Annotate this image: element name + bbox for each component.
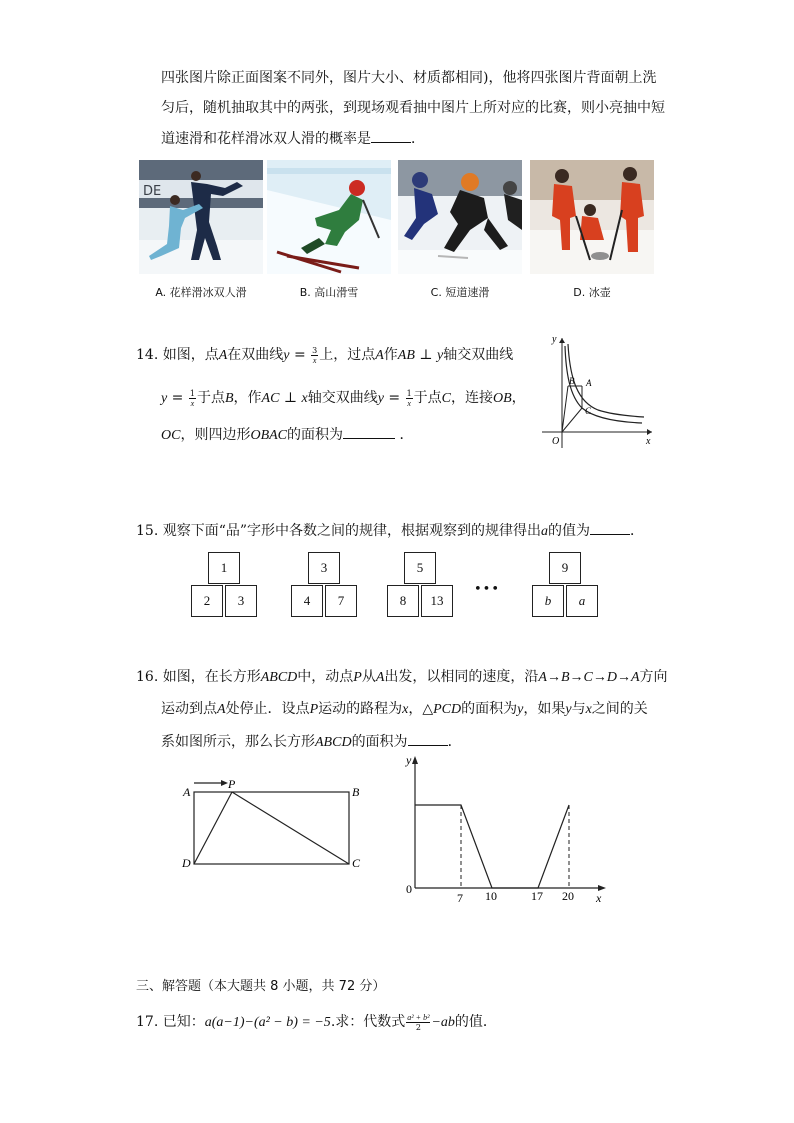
answer-blank [343,424,395,439]
q16-line3: 系如图所示，那么长方形ABCD的面积为 ． [161,731,462,753]
fraction-3-over-x: $\frac{3}{x}$ [312,345,318,365]
q14-line2: y = $\frac{1}{x}$ 于点B，作AC ⊥ x轴交双曲线y = $\frac{1}{x}$ 于点C，连接OB， [161,388,526,408]
q17-line1: 17. 已知：a(a−1)−(a² − b) = −5.求：代数式 $\frac{\text{a² + b²}}{2}$ −ab的值． [136,1012,497,1032]
vertex-d-label: D [182,856,191,870]
answer-blank [371,128,411,143]
axis-label-y: y [552,334,557,345]
photo-figure-skating [139,160,263,274]
q16-line2: 运动到点A处停止．设点P运动的路程为x，△PCD的面积为y，如果y与x之间的关 [161,701,648,717]
vertex-a-label: A [183,785,191,799]
photo-short-track [398,160,522,274]
answer-blank [590,520,630,535]
fraction-1-over-x: $\frac{1}{x}$ [406,388,412,408]
pin-top-cell: 9 [549,552,581,584]
axis-label-x: x [646,436,651,447]
segment-pc [232,792,349,864]
pin-right-cell: 7 [325,585,357,617]
q14-line3: OC，则四边形OBAC的面积为 ． [161,424,413,446]
q14-line1: 14. 如图，点A在双曲线y = $\frac{3}{x}$ 上，过点A作AB ⊥ y轴交双曲线 [136,345,514,365]
x-axis-arrow-icon [647,429,652,435]
arrow-head-icon [221,780,228,786]
section-heading: 三、解答题（本大题共 8 小题，共 72 分） [136,979,386,994]
pin-right-cell: 13 [421,585,453,617]
tick-label-17: 17 [531,889,543,903]
q15-line1: 15. 观察下面“品”字形中各数之间的规律，根据观察到的规律得出a的值为 ． [136,520,644,542]
pin-left-cell: 2 [191,585,223,617]
curve-y-3-over-x [568,344,644,417]
hyperbola-figure [538,330,658,454]
tick-label-7: 7 [457,891,463,905]
segment-pd [194,792,232,864]
pin-left-cell: 4 [291,585,323,617]
ellipsis: ••• [474,582,501,597]
pin-top-cell: 3 [308,552,340,584]
tick-label-10: 10 [485,889,497,903]
photo-alpine-skiing [267,160,391,274]
origin-label: O [552,436,560,447]
q13-line3: 道速滑和花样滑冰双人滑的概率是 ． [161,128,425,149]
svg-text:DE: DE [143,184,162,199]
pin-top-cell: 1 [208,552,240,584]
area-graph [396,750,616,910]
q13-line1: 四张图片除正面图案不同外，图片大小、材质都相同)，他将四张图片背面朝上洗 [161,70,657,86]
caption-d: D. 冰壶 [573,286,611,299]
caption-c: C. 短道速滑 [430,286,490,299]
point-p-label: P [228,777,236,791]
axis-label-x: x [596,891,602,905]
rectangle-figure [178,774,368,874]
vertex-b-label: B [352,785,360,799]
graph-line [415,805,569,888]
pin-top-cell: 5 [404,552,436,584]
caption-a: A. 花样滑冰双人滑 [155,286,247,299]
point-b-label: B [569,376,575,386]
pin-right-cell: a [566,585,598,617]
origin-label: 0 [406,882,412,896]
fraction-a2-plus-b2-over-2: $\frac{\text{a² + b²}}{2}$ [407,1012,430,1032]
vertex-c-label: C [352,856,361,870]
caption-b: B. 高山滑雪 [299,286,359,299]
y-axis-arrow-icon [559,338,565,343]
point-c-label: C [585,406,592,416]
photo-curling [530,160,654,274]
fraction-1-over-x: $\frac{1}{x}$ [189,388,195,408]
rectangle-abcd [194,792,349,864]
answer-blank [408,731,448,746]
pin-left-cell: 8 [387,585,419,617]
tick-label-20: 20 [562,889,574,903]
y-axis-arrow-icon [412,756,418,764]
pin-right-cell: 3 [225,585,257,617]
q13-line2: 匀后，随机抽取其中的两张，到现场观看抽中图片上所对应的比赛，则小亮抽中短 [161,100,665,116]
q16-line1: 16. 如图，在长方形ABCD中，动点P从A出发，以相同的速度，沿A→B→C→D→A方向 [136,669,668,685]
axis-label-y: y [406,753,412,767]
pin-left-cell: b [532,585,564,617]
point-a-label: A [586,378,592,388]
